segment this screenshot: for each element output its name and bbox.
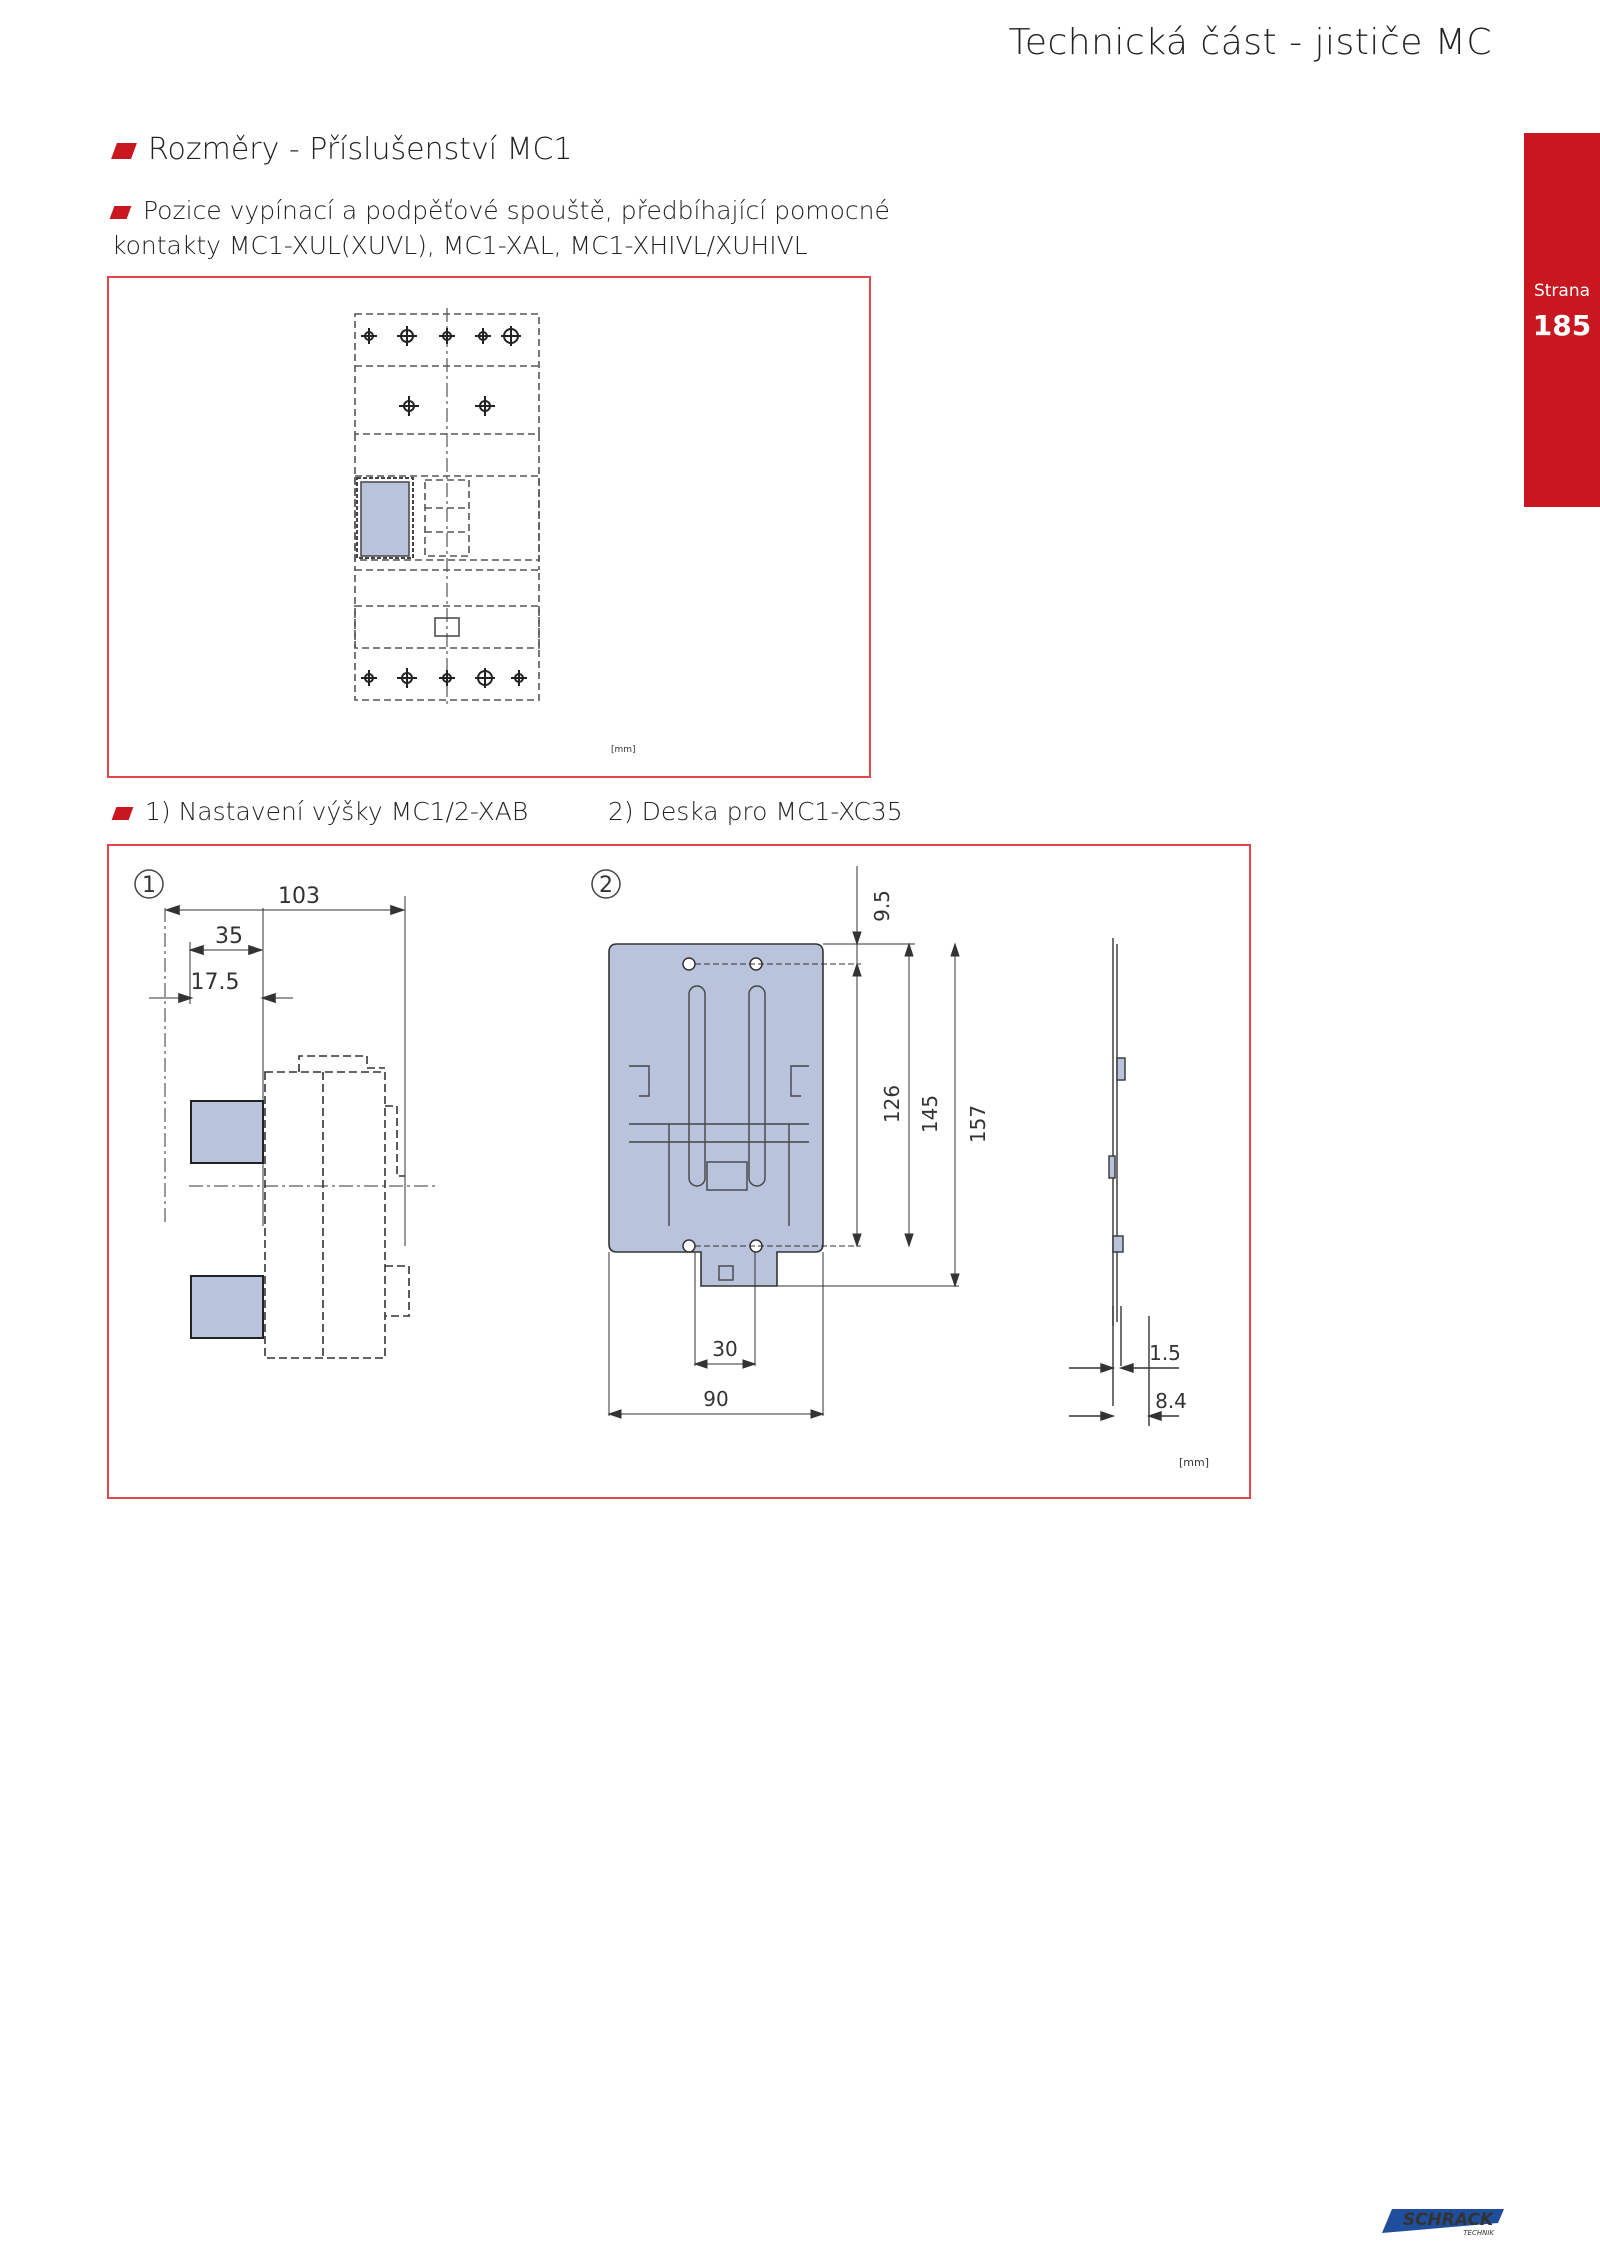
dim-1-5: 1.5 <box>1149 1341 1181 1365</box>
page-number: 185 <box>1532 309 1592 342</box>
figure2-unit: [mm] <box>1179 1456 1210 1469</box>
dim-8-4: 8.4 <box>1155 1389 1187 1413</box>
figure-frame-1 <box>107 276 871 778</box>
logo-text: SCHRACK <box>1402 2210 1494 2230</box>
spacer-block-bottom <box>191 1276 263 1338</box>
page-number-tab <box>1524 133 1600 507</box>
dim-35: 35 <box>215 924 243 949</box>
red-bullet-icon <box>110 206 132 219</box>
dim-17-5: 17.5 <box>190 970 240 995</box>
subsection-heading-1 <box>112 193 912 263</box>
height-adjust-and-plate-drawing <box>109 846 1249 1497</box>
dim-30: 30 <box>712 1337 738 1361</box>
red-bullet-icon <box>112 807 134 820</box>
marker-1: 1 <box>142 873 156 898</box>
dim-9-5: 9.5 <box>870 890 894 922</box>
breaker-accessory-positions-drawing <box>109 278 869 776</box>
figure1-unit: [mm] <box>611 745 636 755</box>
dim-157: 157 <box>966 1104 990 1144</box>
red-bullet-icon <box>111 143 137 159</box>
schrack-logo <box>1378 2205 1506 2239</box>
page-header-title: Technická část - jističe MC <box>1008 22 1492 63</box>
subsection-title-2b: 2) Deska pro MC1-XC35 <box>608 797 903 826</box>
release-position-highlight <box>361 482 409 556</box>
subsection-title-2a: 1) Nastavení výšky MC1/2-XAB <box>145 797 529 826</box>
page-label: Strana <box>1533 281 1591 301</box>
subsection-title-1: Pozice vypínací a podpěťové spouště, předbíhající pomocné kontakty MC1-XUL(XUVL), MC1-XAL, MC1-XHIVL/XUHIVL <box>112 196 890 260</box>
section-heading <box>114 132 573 167</box>
dim-103: 103 <box>278 884 320 909</box>
figure-frame-2 <box>107 844 1251 1499</box>
mounting-plate <box>609 944 823 1286</box>
section-title: Rozměry - Příslušenství MC1 <box>148 132 573 167</box>
subsection-heading-2 <box>114 797 903 826</box>
logo-subtext: TECHNIK <box>1463 2229 1494 2237</box>
spacer-block-top <box>191 1101 263 1163</box>
dim-90: 90 <box>703 1387 729 1411</box>
dim-126: 126 <box>880 1084 904 1124</box>
dim-145: 145 <box>918 1094 942 1134</box>
marker-2: 2 <box>599 873 613 898</box>
